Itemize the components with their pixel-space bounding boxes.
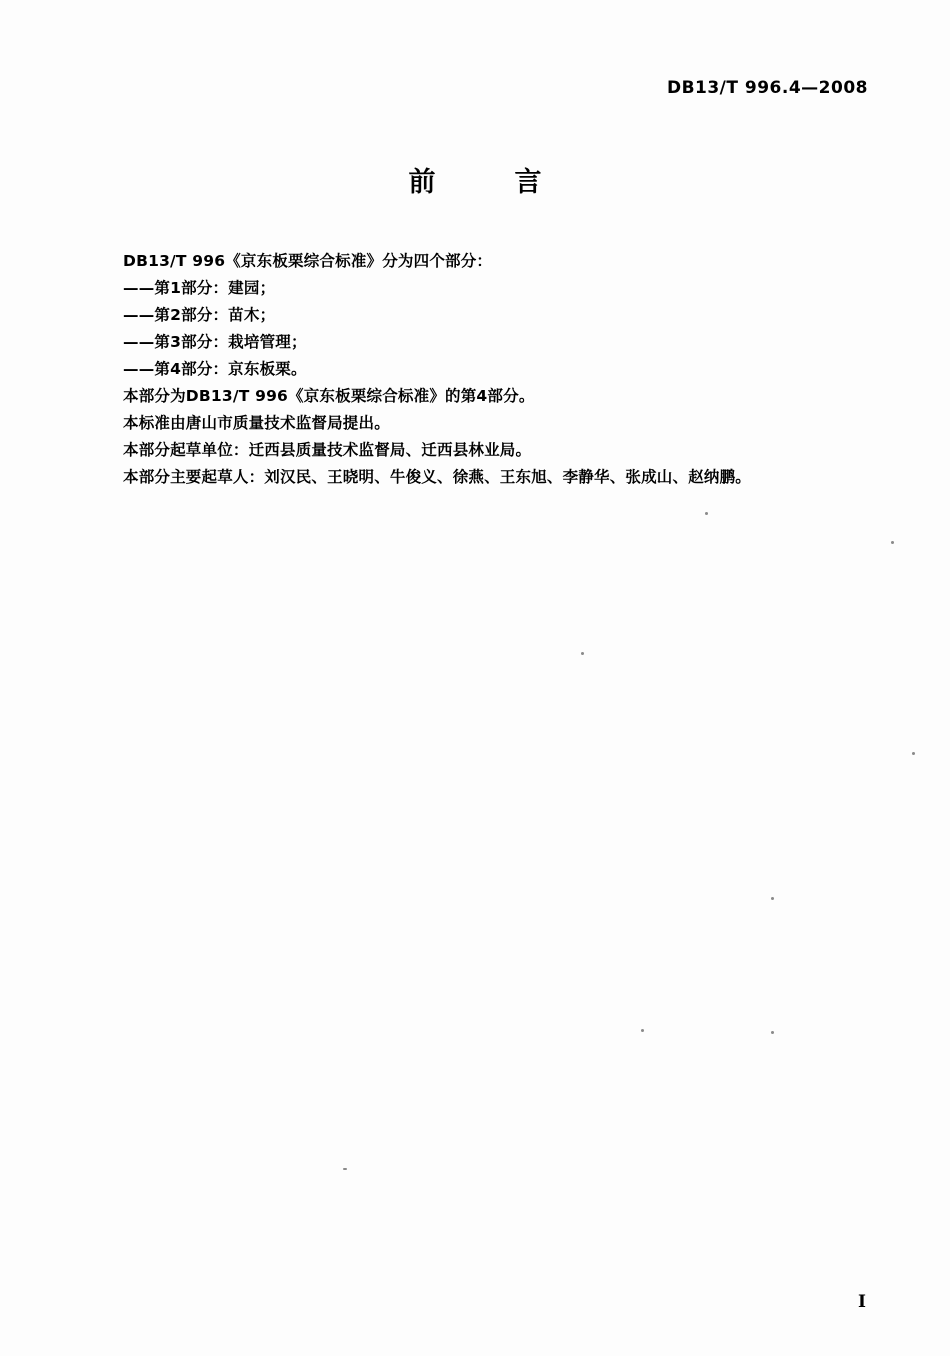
- scan-speckle: [343, 1168, 347, 1170]
- scan-speckle: [891, 541, 894, 544]
- page-number: I: [858, 1292, 866, 1312]
- foreword-line: ——第2部分：苗木；: [123, 306, 276, 324]
- scan-speckle: [705, 512, 708, 515]
- foreword-body: [123, 248, 835, 491]
- scan-speckle: [581, 652, 584, 655]
- foreword-line: 本标准由唐山市质量技术监督局提出。: [123, 414, 390, 432]
- foreword-line: ——第1部分：建园；: [123, 279, 276, 297]
- scan-speckle: [771, 897, 774, 900]
- foreword-line: 本部分主要起草人：刘汉民、王晓明、牛俊义、徐燕、王东旭、李静华、张成山、赵纳鹏。: [123, 468, 752, 486]
- foreword-line: 本部分为DB13/T 996《京东板栗综合标准》的第4部分。: [123, 387, 535, 405]
- foreword-line: ——第4部分：京东板栗。: [123, 360, 307, 378]
- scan-speckle: [912, 752, 915, 755]
- standard-number-header: DB13/T 996.4—2008: [666, 78, 868, 98]
- foreword-line: ——第3部分：栽培管理；: [123, 333, 307, 351]
- page-title: 前 言: [408, 167, 568, 198]
- foreword-line: 本部分起草单位：迁西县质量技术监督局、迁西县林业局。: [123, 441, 532, 459]
- scan-speckle: [771, 1031, 774, 1034]
- foreword-line: DB13/T 996《京东板栗综合标准》分为四个部分：: [123, 252, 493, 270]
- scan-speckle: [641, 1029, 644, 1032]
